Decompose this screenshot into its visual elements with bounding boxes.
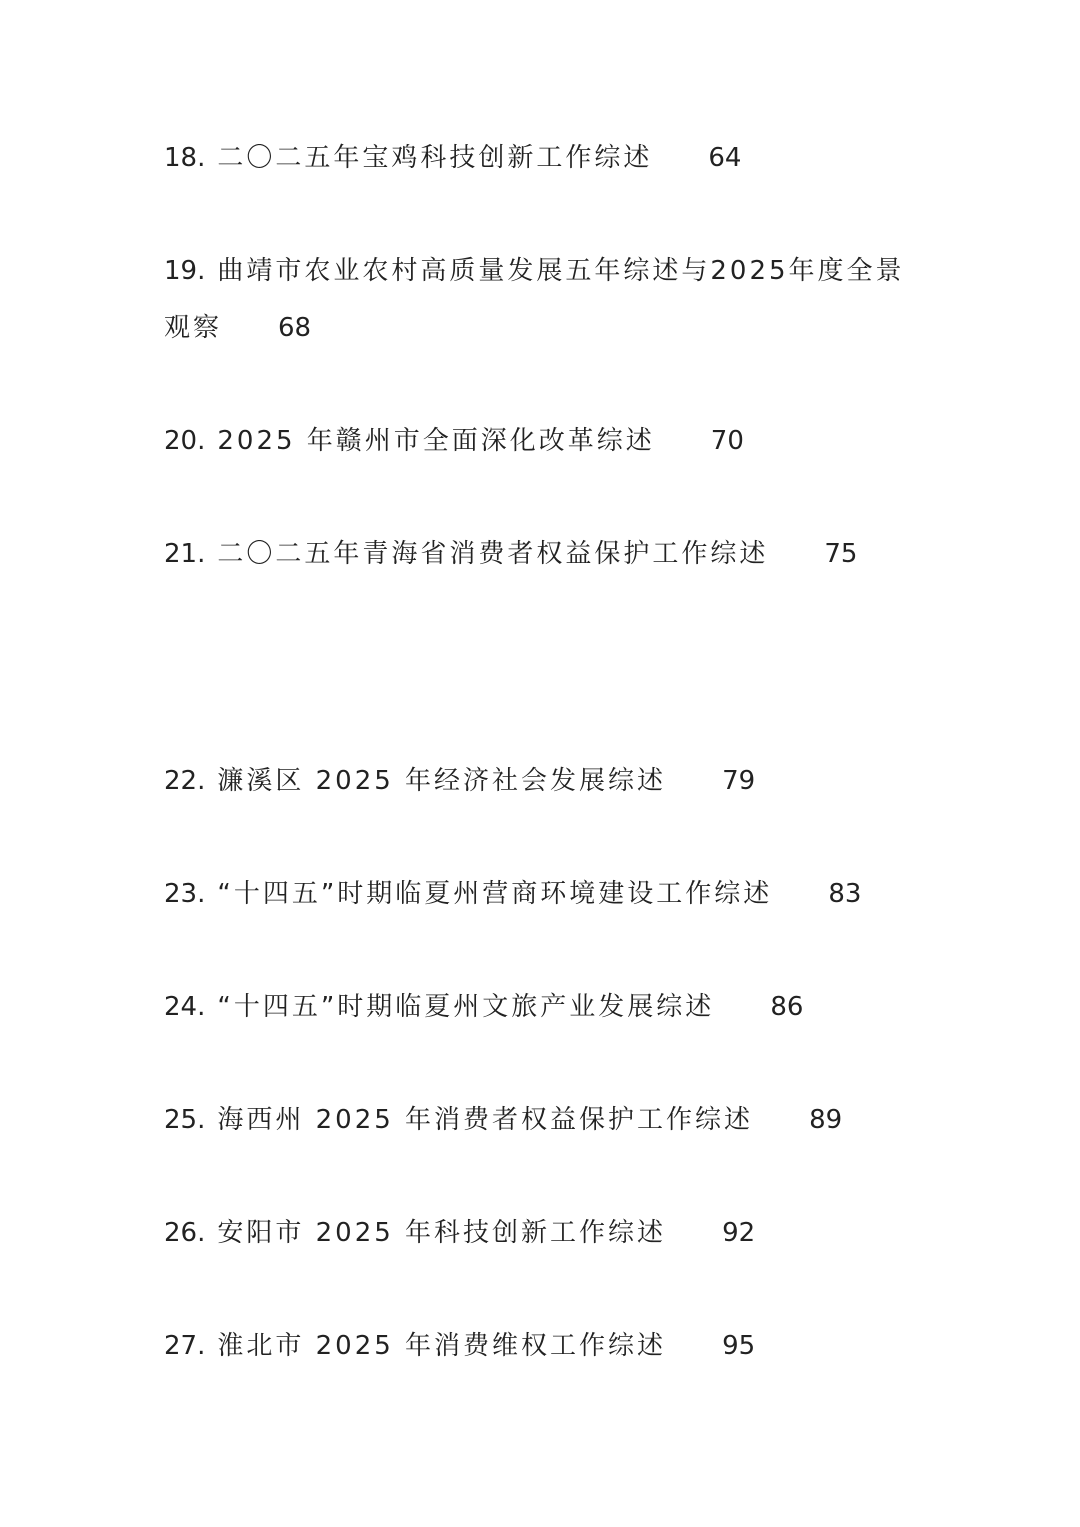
toc-entry-23 [164, 866, 924, 923]
toc-entry-26 [164, 1205, 924, 1262]
entry-title: 安阳市 2025 年科技创新工作综述 [217, 1218, 667, 1248]
toc-entry-25 [164, 1092, 924, 1149]
entry-title: 濂溪区 2025 年经济社会发展综述 [217, 766, 667, 796]
entry-number: 23. [164, 879, 206, 909]
entry-page: 79 [722, 766, 756, 796]
entry-page: 70 [710, 426, 744, 456]
entry-page: 95 [722, 1331, 756, 1361]
entry-title: 海西州 2025 年消费者权益保护工作综述 [217, 1105, 754, 1135]
toc-entry-27 [164, 1318, 924, 1375]
entry-title: 二〇二五年宝鸡科技创新工作综述 [217, 143, 653, 173]
entry-number: 22. [164, 766, 206, 796]
toc-entry-24 [164, 979, 924, 1036]
entry-title: 二〇二五年青海省消费者权益保护工作综述 [217, 539, 769, 569]
entry-title-line2: 观察 [164, 313, 223, 343]
toc-entry-20 [164, 413, 924, 470]
toc-entry-19 [164, 243, 924, 300]
entry-page: 83 [828, 879, 862, 909]
entry-number: 18. [164, 143, 206, 173]
entry-title-line1: 曲靖市农业农村高质量发展五年综述与2025年度全景 [217, 256, 905, 286]
entry-title: 淮北市 2025 年消费维权工作综述 [217, 1331, 667, 1361]
entry-page: 92 [722, 1218, 756, 1248]
entry-page: 64 [708, 143, 742, 173]
entry-page: 75 [824, 539, 858, 569]
entry-page: 89 [809, 1105, 843, 1135]
entry-page: 86 [770, 992, 804, 1022]
entry-number: 24. [164, 992, 206, 1022]
entry-number: 25. [164, 1105, 206, 1135]
entry-number: 19. [164, 256, 206, 286]
entry-title: “十四五”时期临夏州文旅产业发展综述 [217, 992, 715, 1022]
entry-number: 21. [164, 539, 206, 569]
toc-entry-19-continued [164, 300, 924, 357]
entry-number: 26. [164, 1218, 206, 1248]
entry-number: 20. [164, 426, 206, 456]
toc-entry-18 [164, 130, 924, 187]
entry-title: “十四五”时期临夏州营商环境建设工作综述 [217, 879, 773, 909]
toc-entry-21 [164, 526, 924, 583]
toc-entry-22 [164, 753, 924, 810]
entry-page: 68 [278, 313, 312, 343]
entry-number: 27. [164, 1331, 206, 1361]
entry-title: 2025 年赣州市全面深化改革综述 [217, 426, 655, 456]
